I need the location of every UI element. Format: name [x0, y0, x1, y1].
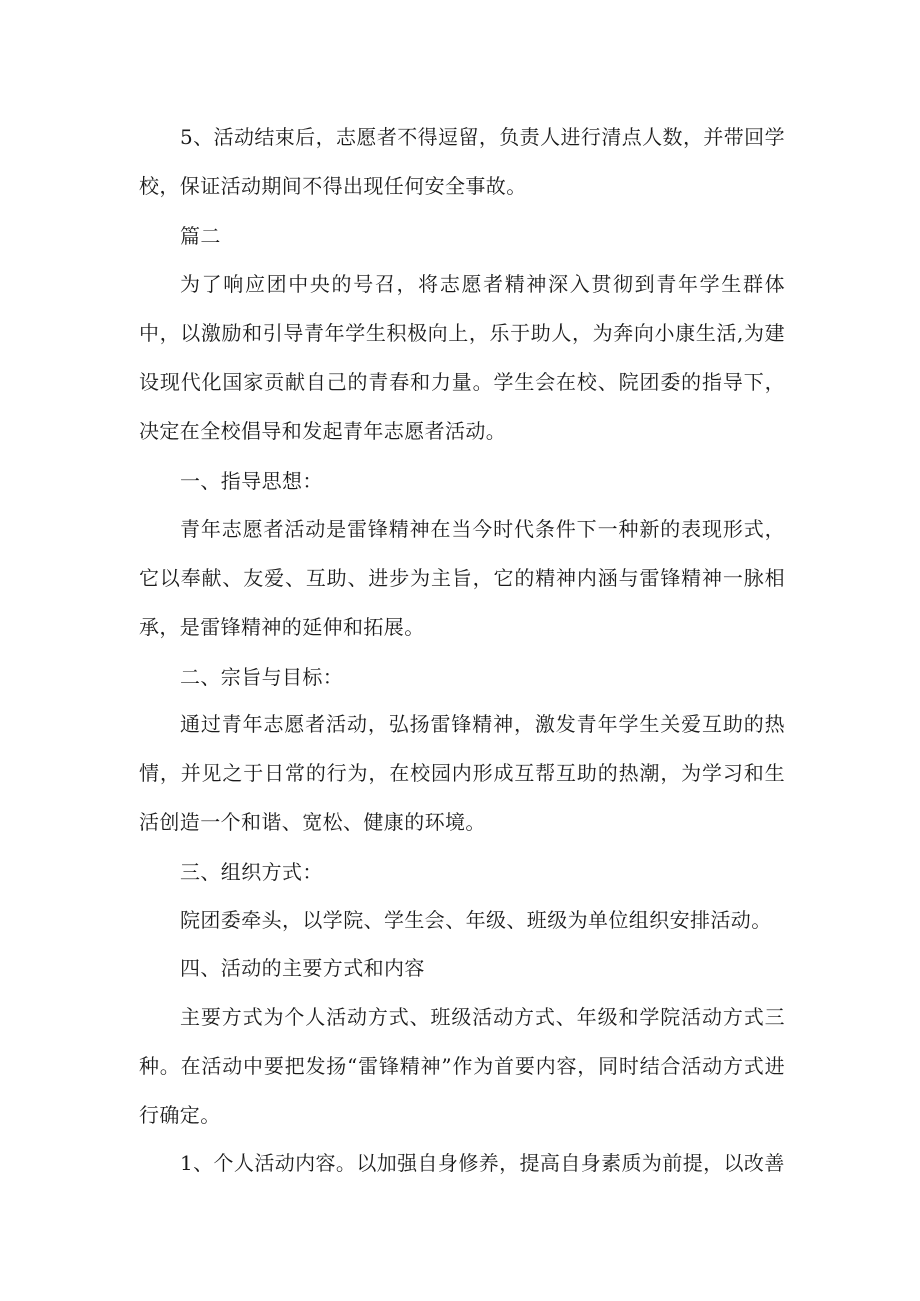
heading-main-methods: 四、活动的主要方式和内容 — [180, 956, 425, 980]
paragraph-individual-activity: 1、个人活动内容。以加强自身修养，提高自身素质为前提，以改善 — [180, 1151, 785, 1175]
heading-organization: 三、组织方式： — [180, 860, 323, 884]
heading-guiding-ideology: 一、指导思想： — [180, 469, 323, 493]
paragraph-organization: 院团委牵头，以学院、学生会、年级、班级为单位组织安排活动。 — [180, 908, 772, 932]
paragraph-main-methods: 主要方式为个人活动方式、班级活动方式、年级和学院活动方式三种。在活动中要把发扬“雷锋精神”作为首要内容，同时结合活动方式进行确定。 — [139, 1005, 785, 1127]
paragraph-activity-end-rule: 5、活动结束后，志愿者不得逗留，负责人进行清点人数，并带回学校，保证活动期间不得出现任何安全事故。 — [139, 125, 785, 198]
paragraph-purpose-goals: 通过青年志愿者活动，弘扬雷锋精神，激发青年学生关爱互助的热情，并见之于日常的行为，在校园内形成互帮互助的热潮，为学习和生活创造一个和谐、宽松、健康的环境。 — [139, 712, 785, 834]
paragraph-guiding-ideology: 青年志愿者活动是雷锋精神在当今时代条件下一种新的表现形式，它以奉献、友爱、互助、进步为主旨，它的精神内涵与雷锋精神一脉相承，是雷锋精神的延伸和拓展。 — [139, 517, 785, 639]
section-heading-part-two: 篇二 — [180, 224, 221, 248]
paragraph-intro: 为了响应团中央的号召，将志愿者精神深入贯彻到青年学生群体中，以激励和引导青年学生积极向上，乐于助人，为奔向小康生活,为建设现代化国家贡献自己的青春和力量。学生会在校、院团委的指导下，决定在全校倡导和发起青年志愿者活动。 — [139, 272, 785, 443]
heading-purpose-goals: 二、宗旨与目标： — [180, 665, 344, 689]
